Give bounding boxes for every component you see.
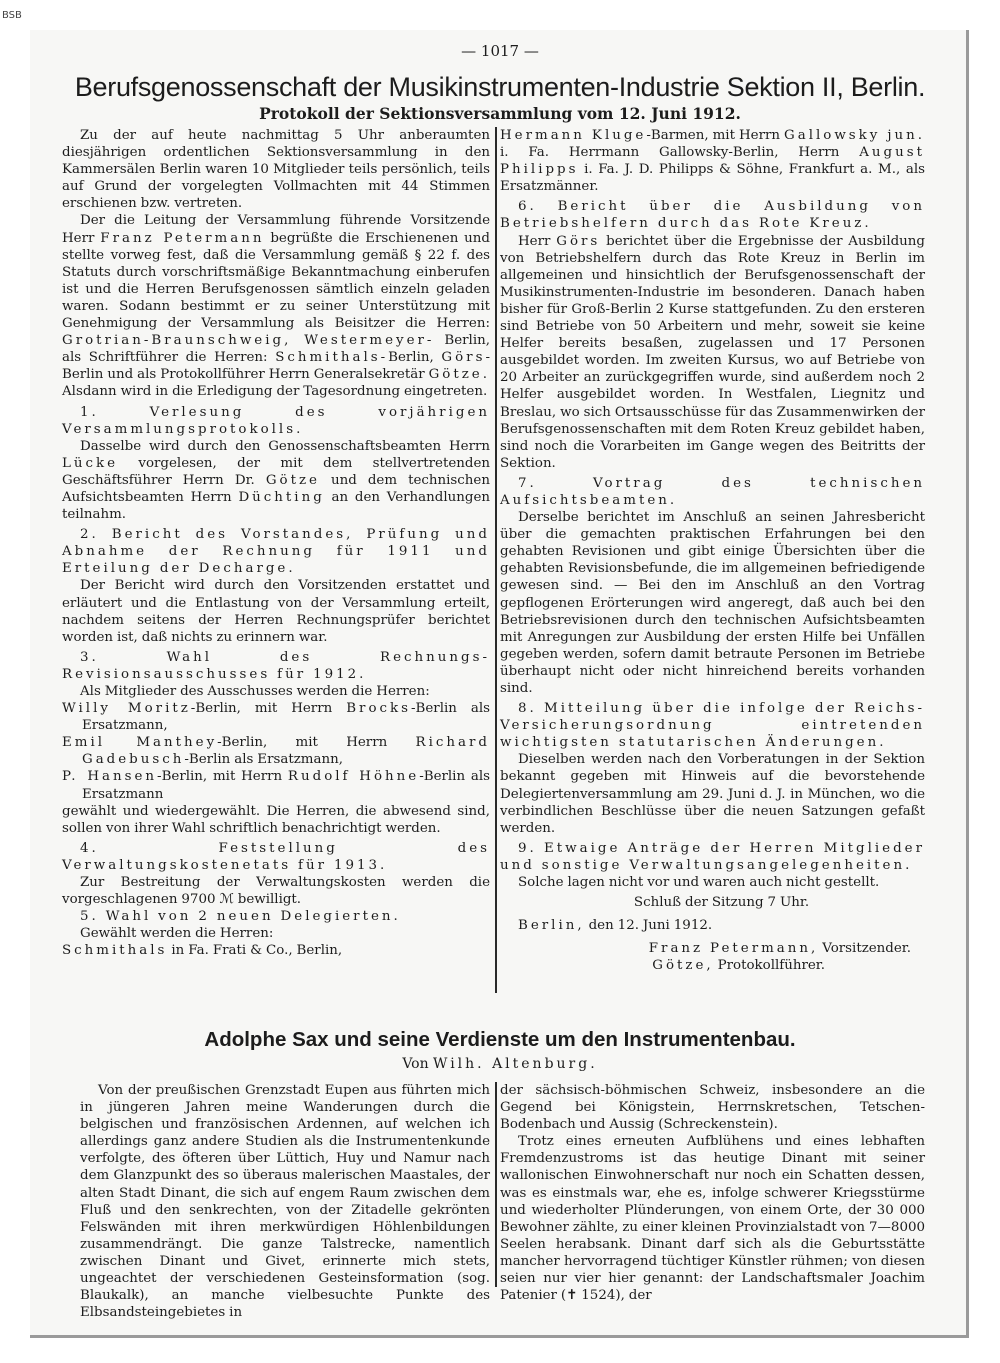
paragraph-elected: gewählt und wiedergewählt. Die Herren, die abwesend sind, sollen von ihrer Wahl schriftlich benachrichtigt werden. — [62, 803, 490, 836]
delegate-entry-continued: Hermann Kluge-Barmen, mit Herrn Gallowsky jun. i. Fa. Herrmann Gallowsky-Berlin, Herrn August Philipps i. Fa. J. D. Philipps & Söhne, Frankfurt a. M., als Ersatzmänner. — [500, 128, 925, 195]
article2-left-column — [80, 1082, 490, 1321]
agenda-heading-8: 8. Mitteilung über die infolge der Reichs-Versicherungsordnung eintretenden wichtigsten statutarischen Änderungen. — [500, 701, 925, 751]
delegate-entry: Schmithals in Fa. Frati & Co., Berlin, — [62, 943, 343, 959]
article1-left-column — [62, 127, 490, 960]
agenda-heading-4: 4. Feststellung des Verwaltungskostenetats für 1913. — [62, 840, 490, 873]
agenda-heading-7: 7. Vortrag des technischen Aufsichtsbeamten. — [500, 475, 925, 508]
paragraph-item-5: Gewählt werden die Herren: — [80, 926, 274, 942]
page-number: — 1017 — — [461, 42, 539, 60]
agenda-heading-1: 1. Verlesung des vorjährigen Versammlungsprotokolls. — [62, 404, 490, 437]
second-article-byline: Von Wilh. Altenburg. — [402, 1056, 598, 1072]
paragraph-item-6: Herr Görs berichtet über die Ergebnisse der Ausbildung von Betriebshelfern durch das Rote Kreuz in Berlin im allgemeinen und hinsichtlich der Berufsgenossenschaft der Musikinstrumenten-Industrie im besonderen. Danach haben bisher für Groß-Berlin 2 Kurse stattgefunden. Zu den ersteren sind Betriebe von 50 Arbeitern und mehr, soweit sie keine Helfer bereits besaßen, zugelassen und 17 Personen ausgebildet worden. Im zweiten Kursus, wo auf Betriebe von 20 Arbeiter an zurückgegriffen wurde, sind außerdem noch 2 Helfer ausgebildet worden. In Westfalen, Liegnitz und Breslau, wo sich Ortsausschüsse für das Zusammenwirken der Berufsgenossenschaften mit dem Roten Kreuz gebildet haben, sind noch die Vorarbeiten im Gange wegen des Beitritts der Sektion. — [500, 233, 925, 471]
column-divider — [495, 127, 497, 993]
paragraph-item-1: Dasselbe wird durch den Genossenschaftsbeamten Herrn Lücke vorgelesen, der mit dem stellvertretenden Geschäftsführer Herrn Dr. Götze und dem technischen Aufsichtsbeamten Herrn Düchting an den Verhandlungen teilnahm. — [62, 438, 490, 523]
article2-right-column — [500, 1082, 925, 1304]
closing-note: Schluß der Sitzung 7 Uhr. — [633, 895, 810, 911]
article2-paragraph: der sächsisch-böhmischen Schweiz, insbesondere an die Gegend bei Königstein, Herrnskretschen, Tetschen-Bodenbach und Aussig (Schreckenstein). — [500, 1083, 925, 1133]
paragraph-item-2: Der Bericht wird durch den Vorsitzenden erstattet und erläutert und die Entlastung von der Versammlung erteilt, nachdem seitens der Herren Rechnungsprüfer berichtet worden ist, daß nichts zu erinnern war. — [62, 578, 490, 645]
paragraph-item-8: Dieselben werden nach den Vorberatungen in der Sektion bekannt gegeben mit Hinweis auf die bevorstehende Delegiertenversammlung am 29. Juni d. J. in München, wo die verbindlichen Beschlüsse über die neuen Satzungen gefaßt werden. — [500, 752, 925, 836]
agenda-heading-6: 6. Bericht über die Ausbildung von Betriebshelfern durch das Rote Kreuz. — [500, 199, 925, 232]
signature-secretary: Götze, Protokollführer. — [652, 958, 825, 974]
agenda-heading-9: 9. Etwaige Anträge der Herren Mitglieder und sonstige Verwaltungsangelegenheiten. — [500, 840, 925, 873]
paragraph-item-3: Als Mitglieder des Ausschusses werden die Herren: — [80, 684, 430, 699]
paragraph-item-9: Solche lagen nicht vor und waren auch nicht gestellt. — [518, 875, 880, 891]
member-entry: Willy Moritz-Berlin, mit Herrn Brocks-Berlin als Ersatzmann, — [62, 701, 490, 734]
column-divider-2 — [495, 1082, 497, 1287]
paragraph-item-7: Derselbe berichtet im Anschluß an seinen Jahresbericht über die gemachten praktischen Erfahrungen bei den gehabten Revisionen und gibt einige Übersichten über die gehabten Revisionsbefunde, die im allgemeinen befriedigende gewesen sind. — Bei den im Anschluß an den Vortrag gepflogenen Erörterungen wird angeregt, daß auch bei den Betriebsrevisionen durch den technischen Aufsichtsbeamten mit Anregungen zur Ausbildung der ersten Hilfe bei Unfällen gegeben werden, sofern damit betraute Personen im Betriebe überhaupt nicht oder nicht hinreichend bereits vorhanden sind. — [500, 510, 925, 696]
paragraph-chair: Der die Leitung der Versammlung führende Vorsitzende Herr Franz Petermann begrüßte die Erschienenen und stellte vorweg fest, daß die Versammlung gemäß § 22 f. des Statuts durch vorschriftsmäßige Bekanntmachung einberufen ist und die Herren Berufsgenossen sämtlich einzeln geladen waren. Sodann bestimmt er zu seiner Unterstützung mit Genehmigung der Versammlung als Beisitzer die Herren: Grotrian-Braunschweig, Westermeyer- Berlin, als Schriftführer die Herren: Schmithals-Berlin, Görs-Berlin und als Protokollführer Herrn Generalsekretär Götze. Alsdann wird in die Erledigung der Tagesordnung eingetreten. — [62, 213, 490, 400]
article-title: Berufsgenossenschaft der Musikinstrumenten-Industrie Sektion II, Berlin. — [74, 72, 926, 102]
place-date: Berlin, den 12. Juni 1912. — [518, 918, 713, 934]
article2-paragraph: Von der preußischen Grenzstadt Eupen aus führten mich in jüngeren Jahren meine Wanderungen durch die belgischen und französischen Ardennen, auf welchen ich allerdings ganz andere Studien als die Instrumentenkunde verfolgte, des öfteren über Lüttich, Huy und Namur nach dem Glanzpunkt des so überaus malerischen Maastales, der alten Stadt Dinant, die sich auf engem Raum zwischen dem Fluß und den senkrechten, von der Zitadelle gekrönten Felswänden mit ihren merkwürdigen Höhlenbildungen zusammendrängt. Die ganze Talstrecke, namentlich zwischen Dinant und Givet, erinnerte mich stets, ungeachtet der verschiedenen Gesteinsformation (sog. Blaukalk), an manche vielbesuchte Punkte des Elbsandsteingebietes in — [80, 1083, 490, 1321]
article-subtitle: Protokoll der Sektionsversammlung vom 12. Juni 1912. — [259, 104, 741, 123]
agenda-heading-3: 3. Wahl des Rechnungs-Revisionsausschusses für 1912. — [62, 649, 490, 682]
member-entry: P. Hansen-Berlin, mit Herrn Rudolf Höhne-Berlin als Ersatzmann — [62, 769, 490, 802]
signature-chair: Franz Petermann, Vorsitzender. — [648, 941, 911, 957]
member-entry: Emil Manthey-Berlin, mit Herrn Richard Gadebusch-Berlin als Ersatzmann, — [62, 735, 490, 768]
article2-paragraph: Trotz eines erneuten Aufblühens und eines lebhaften Fremdenzustroms ist das heutige Dinant mit seiner wallonischen Einwohnerschaft nur noch ein Schatten dessen, was es einstmals war, ehe es, infolge schwerer Kriegsstürme und wiederholter Plünderungen, von einem Orte, der 30 000 Bewohner zählte, zu einer kleinen Provinzialstadt von 7—8000 Seelen herabsank. Dinant darf sich als die Geburtsstätte mancher hervorragend tüchtiger Künstler rühmen; von diesen seien nur vier hier genannt: der Landschaftsmaler Joachim Patenier (✝ 1524), der — [500, 1134, 925, 1304]
paragraph-opening: Zu der auf heute nachmittag 5 Uhr anberaumten diesjährigen ordentlichen Sektionsversammlung in den Kammersälen Berlin waren 10 Mitglieder teils persönlich, teils auf Grund der vorgelegten Vollmachten mit 44 Stimmen erschienen bzw. vertreten. — [62, 128, 490, 212]
paragraph-item-4: Zur Bestreitung der Verwaltungskosten werden die vorgeschlagenen 9700 ℳ bewilligt. — [62, 875, 490, 908]
second-article-title: Adolphe Sax und seine Verdienste um den Instrumentenbau. — [204, 1028, 796, 1051]
agenda-heading-5: 5. Wahl von 2 neuen Delegierten. — [80, 909, 401, 925]
agenda-heading-2: 2. Bericht des Vorstandes, Prüfung und Abnahme der Rechnung für 1911 und Erteilung der Decharge. — [62, 527, 490, 577]
article1-right-column — [500, 127, 925, 975]
library-watermark: BSB — [2, 10, 22, 21]
